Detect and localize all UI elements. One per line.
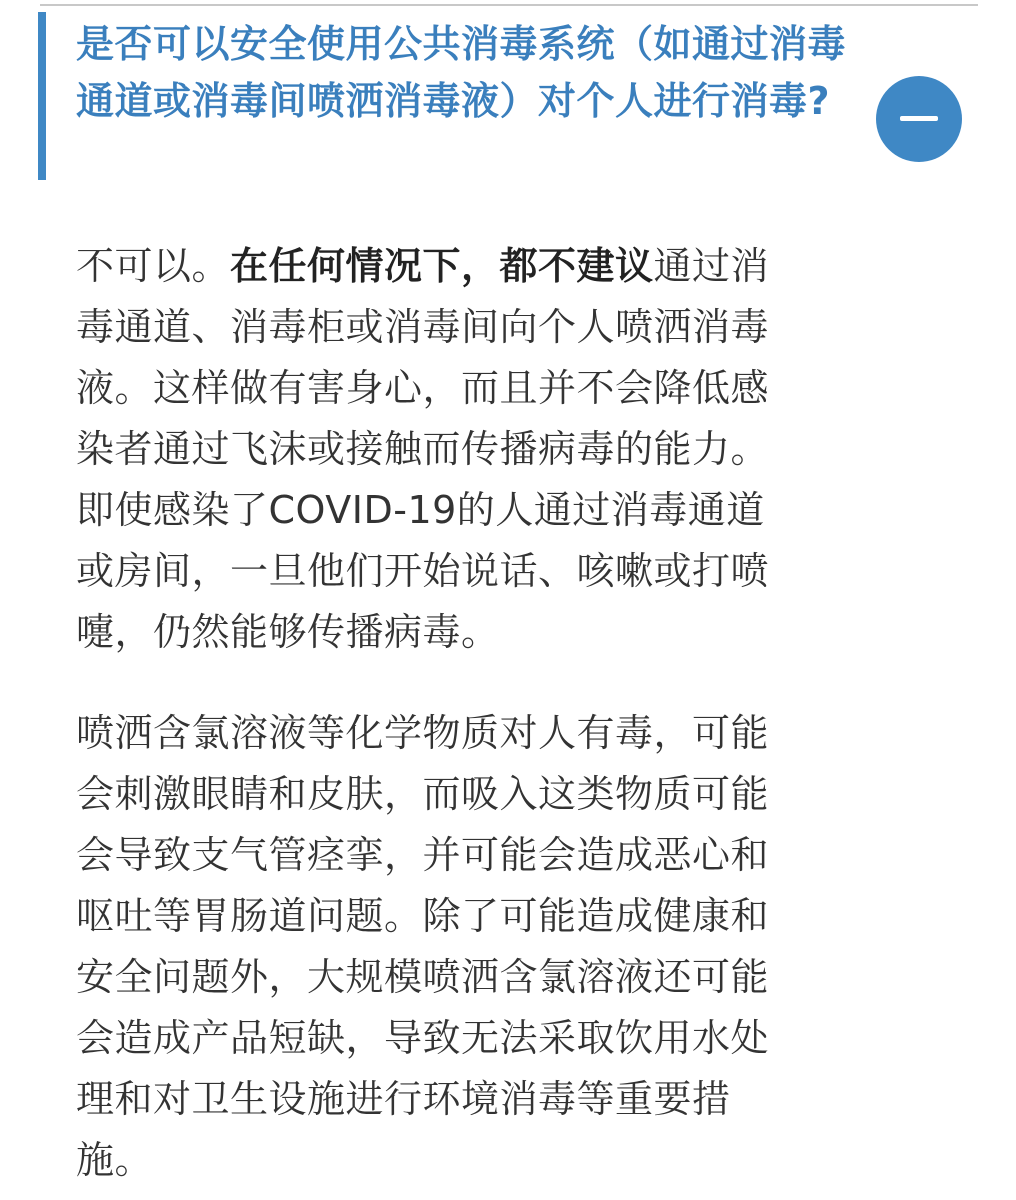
answer-body: 通过消毒通道、消毒柜或消毒间向个人喷洒消毒液。这样做有害身心，而且并不会降低感染者通过飞沫或接触而传播病毒的能力。即使感染了COVID-19的人通过消毒通道或房间，一旦他们开始说话、咳嗽或打喷嚏，仍然能够传播病毒。 <box>76 244 770 654</box>
faq-answer <box>76 236 776 1191</box>
answer-lead: 不可以。 <box>76 244 231 288</box>
collapse-toggle-button[interactable] <box>876 76 962 162</box>
accent-bar <box>38 12 46 180</box>
answer-paragraph-1 <box>76 236 776 663</box>
top-divider <box>40 4 978 6</box>
minus-icon <box>900 116 938 121</box>
answer-emphasis: 在任何情况下，都不建议 <box>230 244 654 288</box>
faq-question: 是否可以安全使用公共消毒系统（如通过消毒通道或消毒间喷洒消毒液）对个人进行消毒? <box>76 22 847 123</box>
faq-question-header[interactable] <box>38 12 978 182</box>
answer-paragraph-2: 喷洒含氯溶液等化学物质对人有毒，可能会刺激眼睛和皮肤，而吸入这类物质可能会导致支气管痉挛，并可能会造成恶心和呕吐等胃肠道问题。除了可能造成健康和安全问题外，大规模喷洒含氯溶液还可能会造成产品短缺，导致无法采取饮用水处理和对卫生设施进行环境消毒等重要措施。 <box>76 711 770 1182</box>
